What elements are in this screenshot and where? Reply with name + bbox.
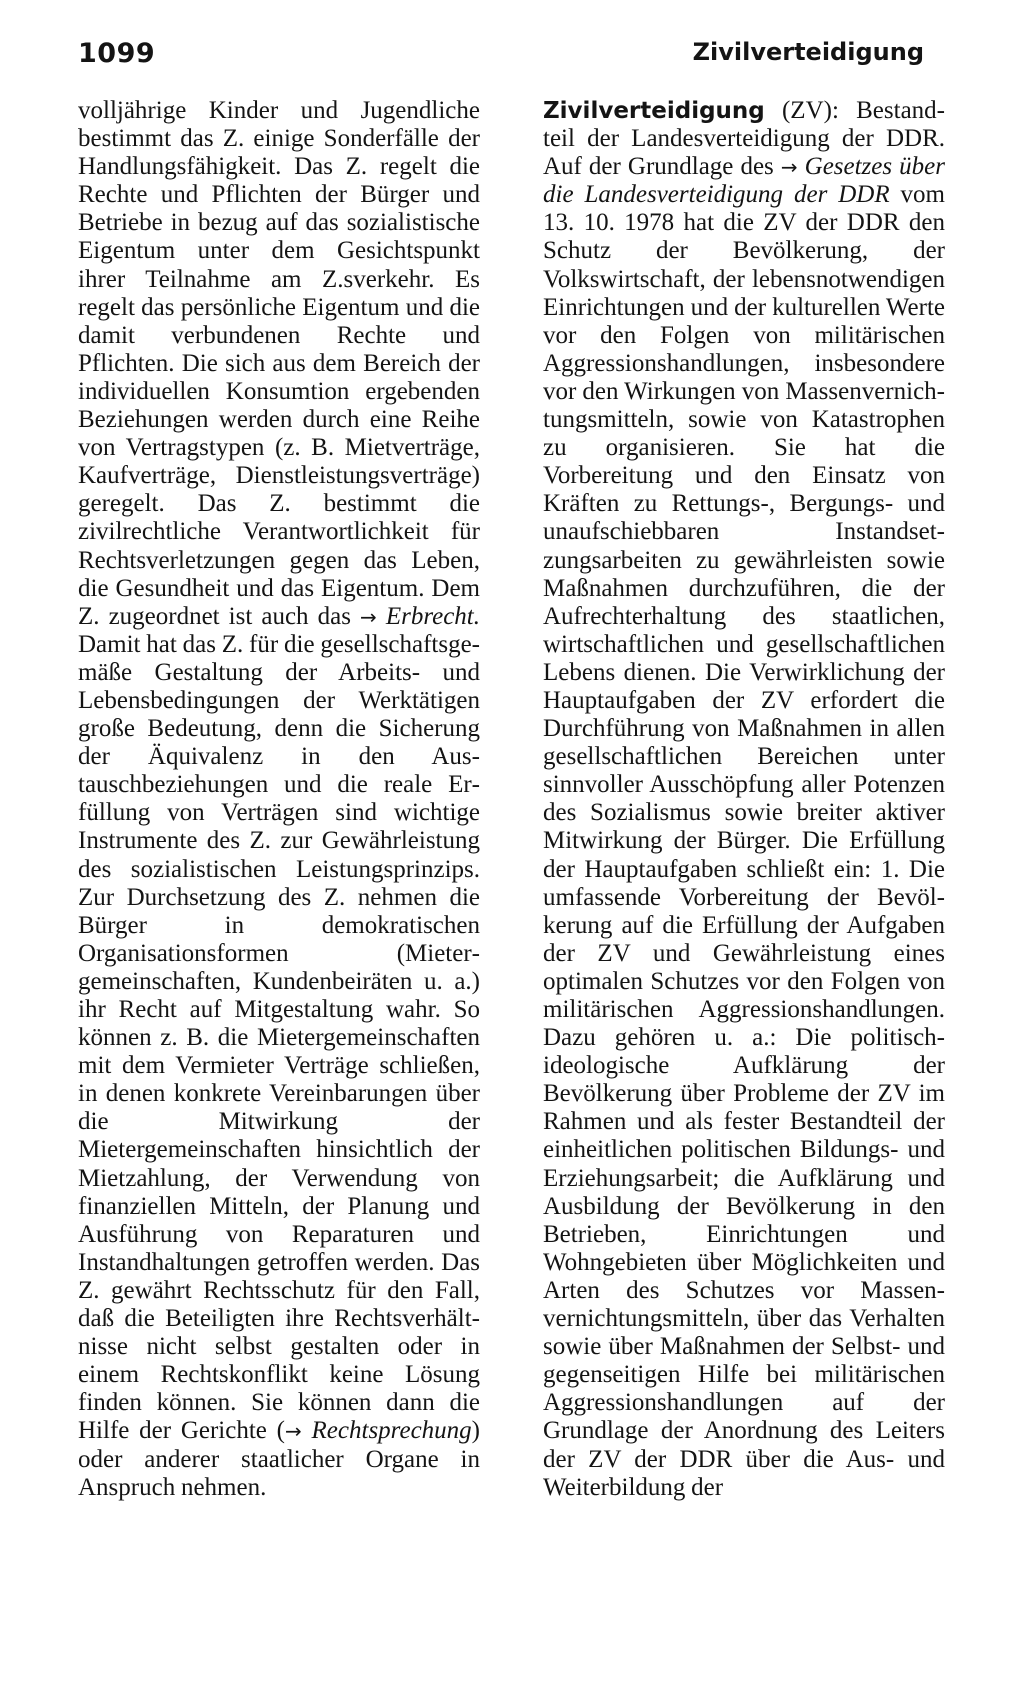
cross-reference-erbrecht[interactable]: Erbrecht. xyxy=(385,602,481,630)
right-column xyxy=(543,97,945,1502)
entry-text-segment: Damit hat das Z. für die gesellschaftsgemäße Gestaltung der Arbeits- und Lebensbedingungen der Werktätigen große Bedeutung, denn die Sicherung der Äquivalenz in den Austauschbeziehungen und die reale Erfüllung von Verträgen sind wichtige Instrumente des Z. zur Gewährleistung des sozialistischen Leistungsprinzips. Zur Durchsetzung des Z. nehmen die Bürger in demokratischen Organisationsformen (Mietergemeinschaften, Kundenbeiräten u. a.) ihr Recht auf Mitgestaltung wahr. So können z. B. die Mietergemeinschaften mit dem Vermieter Verträge schließen, in denen konkrete Vereinbarungen über die Mitwirkung der Mietergemeinschaften hinsichtlich der Mietzahlung, der Verwendung von finanziellen Mitteln, der Planung und Ausführung von Reparaturen und Instandhaltungen getroffen werden. Das Z. gewährt Rechtsschutz für den Fall, daß die Beteiligten ihre Rechtsverhältnisse nicht selbst gestalten oder in einem Rechtskonflikt keine Lösung finden können. Sie können dann die Hilfe der Gerichte ( xyxy=(78,630,480,1445)
entry-text-segment: vom 13. 10. 1978 hat die ZV der DDR den Schutz der Bevölkerung, der Volkswirtschaft, der lebensnotwendigen Einrichtungen und der kulturellen Werte vor den Folgen von militärischen Aggressionshandlungen, insbesondere vor den Wirkungen von Massenvernichtungsmitteln, sowie von Katastrophen zu organisieren. Sie hat die Vorbereitung und den Einsatz von Kräften zu Rettungs-, Bergungs- und unaufschiebbaren Instandsetzungsarbeiten zu gewährleisten sowie Maßnahmen durchzuführen, die der Aufrechterhaltung des staatlichen, wirtschaftlichen und gesellschaftlichen Lebens dienen. Die Verwirklichung der Hauptaufgaben der ZV erfordert die Durchführung von Maßnahmen in allen gesellschaftlichen Bereichen unter sinnvoller Ausschöpfung aller Potenzen des Sozialismus sowie breiter aktiver Mitwirkung der Bürger. Die Erfüllung der Hauptaufgaben schließt ein: 1. Die umfassende Vorbereitung der Bevölkerung auf die Erfüllung der Aufgaben der ZV und Gewährleistung eines optimalen Schutzes vor den Folgen von militärischen Aggressionshandlungen. Dazu gehören u. a.: Die politisch-ideologische Aufklärung der Bevölkerung über Probleme der ZV im Rahmen und als fester Bestandteil der einheitlichen politischen Bildungs- und Erziehungsarbeit; die Aufklärung und Ausbildung der Bevölkerung in den Betrieben, Einrichtungen und Wohngebieten über Möglichkeiten und Arten des Schutzes vor Massenvernichtungsmitteln, über das Verhalten sowie über Maßnahmen der Selbst- und gegenseitigen Hilfe bei militärischen Aggressionshandlungen auf der Grundlage der Anordnung des Leiters der ZV der DDR über die Aus- und Weiterbildung der xyxy=(543,181,945,1501)
entry-text-continued xyxy=(78,97,480,1502)
cross-reference-arrow-icon: → xyxy=(780,155,798,180)
entry-headword: Zivilverteidigung xyxy=(543,98,765,124)
cross-reference-arrow-icon: → xyxy=(284,1419,302,1444)
cross-reference-arrow-icon: → xyxy=(359,604,377,629)
entry-zivilverteidigung xyxy=(543,97,945,1502)
page-header xyxy=(70,38,954,78)
entry-text-segment: volljährige Kinder und Jugendliche bestimmt das Z. einige Sonderfälle der Handlungsfähigkeit. Das Z. regelt die Rechte und Pflichten der Bürger und Betriebe in bezug auf das sozialistische Eigentum unter dem Gesichtspunkt ihrer Teilnahme am Z.sverkehr. Es regelt das persönliche Eigentum und die damit verbundenen Rechte und Pflichten. Die sich aus dem Bereich der individuellen Konsumtion ergebenden Beziehungen werden durch eine Reihe von Vertragstypen (z. B. Mietverträge, Kaufverträge, Dienstleistungsverträge) geregelt. Das Z. bestimmt die zivilrechtliche Verantwortlichkeit für Rechtsverletzungen gegen das Leben, die Gesundheit und das Eigentum. Dem Z. zugeordnet ist auch das xyxy=(78,97,480,630)
cross-reference-landesverteidigungsgesetz[interactable]: Gesetzes über die Landesverteidigung der DDR xyxy=(543,153,945,209)
page-number: 1099 xyxy=(78,38,156,69)
entry-text-segment: (ZV): Bestandteil der Landesverteidigung der DDR. Auf der Grundlage des xyxy=(543,97,945,181)
left-column xyxy=(78,97,480,1502)
cross-reference-rechtsprechung[interactable]: Rechtsprechung xyxy=(311,1417,472,1445)
entry-text-segment: ) oder anderer staatlicher Organe in Anspruch nehmen. xyxy=(78,1417,480,1501)
running-head: Zivilverteidigung xyxy=(692,38,924,66)
